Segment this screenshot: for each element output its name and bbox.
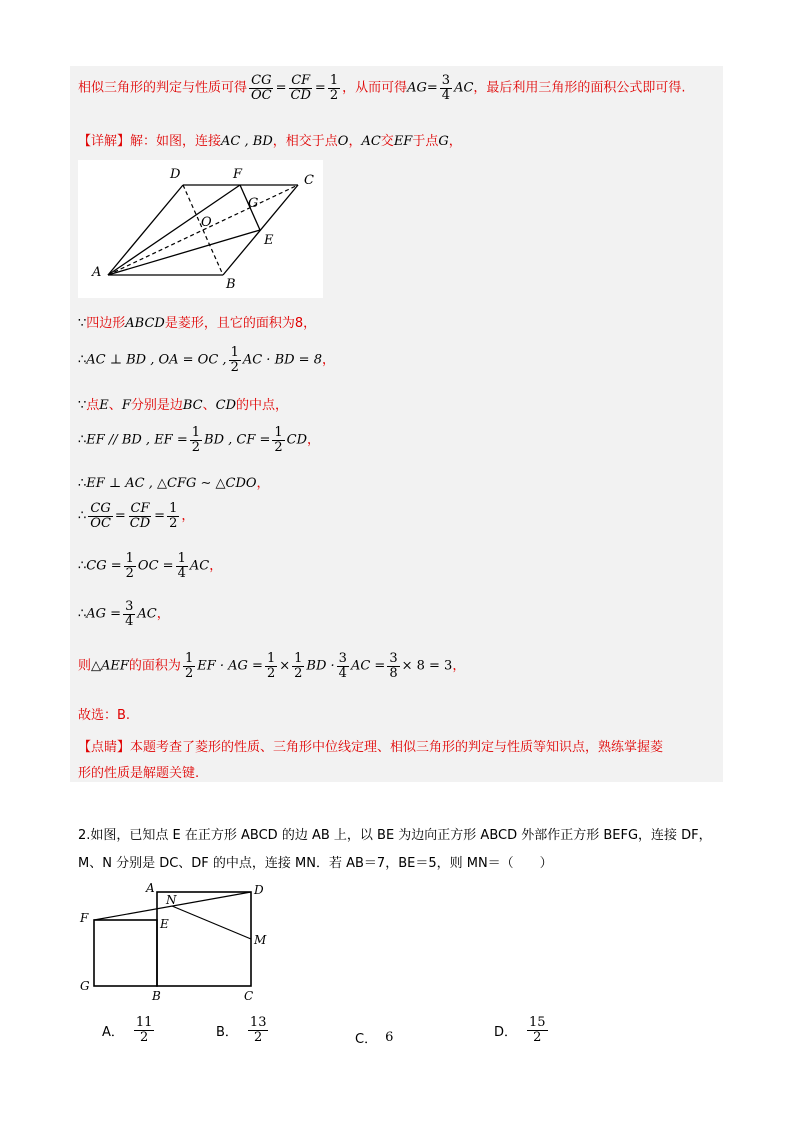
frac-num: 1: [266, 651, 276, 666]
math-cd: CD: [215, 398, 236, 413]
step-end: ，: [156, 606, 170, 622]
label-e: E: [160, 917, 169, 931]
segment-af: [108, 185, 240, 275]
area-value: 8: [294, 316, 304, 331]
frac-cf-cd: [289, 74, 313, 102]
detail-tag: 【详解】: [78, 134, 131, 149]
frac-den: OC: [90, 515, 111, 531]
option-fraction: [248, 1016, 269, 1044]
frac-den: 2: [294, 665, 303, 681]
frac-quarter: [176, 552, 188, 580]
step-text: 四边形: [86, 316, 126, 331]
frac-num: 3: [389, 651, 398, 666]
frac-cg-oc: [249, 74, 274, 102]
math-triangle: △AEF: [91, 658, 129, 674]
frac-den: CD: [290, 87, 311, 103]
eq-sign: =: [154, 508, 166, 524]
math-eq: BD ·: [306, 658, 335, 674]
rhombus-figure: [78, 160, 323, 298]
option-c[interactable]: [355, 1028, 393, 1047]
frac-num: 1: [230, 345, 239, 360]
intro-suffix: ，最后利用三角形的面积公式即可得.: [473, 80, 686, 96]
frac-num: 1: [177, 551, 186, 566]
label-n: N: [166, 893, 177, 907]
math-eq: AC =: [350, 658, 386, 674]
label-c: C: [244, 989, 254, 1000]
math-eq: EF // BD , EF =: [86, 432, 188, 448]
detail-text: 于点: [412, 134, 439, 149]
segment-ae: [108, 230, 260, 275]
frac-den: 4: [441, 87, 451, 103]
intro-line: [78, 74, 686, 102]
frac-half: [190, 426, 202, 454]
step-text: 则: [78, 658, 92, 674]
math-bc: BC: [182, 398, 203, 413]
detail-text: 交: [380, 134, 394, 149]
frac-half: [292, 652, 304, 680]
frac-half: [229, 346, 241, 374]
option-label: B．: [216, 1024, 238, 1040]
frac-num: 3: [125, 599, 134, 614]
detail-text: ，: [348, 134, 362, 149]
intro-prefix: 相似三角形的判定与性质可得: [78, 80, 248, 96]
frac-half: [183, 652, 195, 680]
frac-cf-cd: [128, 502, 152, 530]
edge-ad: [108, 185, 183, 275]
step-1: [78, 312, 316, 331]
math-ef: EF: [393, 134, 413, 149]
math-eq: × 8 = 3: [401, 658, 453, 674]
because-symbol: ∵: [78, 316, 87, 331]
frac-num: 1: [191, 425, 201, 440]
frac-den: 2: [125, 565, 134, 581]
question2-line2: M、N 分别是 DC、DF 的中点，连接 MN．若 AB＝7，BE＝5，则 MN＝（ ）: [78, 856, 553, 871]
frac-num: CF: [130, 501, 150, 516]
label-d: D: [170, 167, 181, 182]
label-f: F: [233, 167, 243, 182]
segment-nm: [172, 906, 251, 939]
intro-mid: ，从而可得: [342, 80, 408, 96]
math-o: O: [337, 134, 349, 149]
therefore-symbol: ∴: [78, 352, 87, 368]
eq-sign: =: [426, 80, 438, 96]
math-g: G: [438, 134, 449, 149]
detail-text: ，: [448, 134, 462, 149]
option-fraction: [527, 1016, 548, 1044]
frac-num: 15: [529, 1015, 546, 1030]
math-eq: CD: [286, 432, 308, 448]
frac-den: 2: [191, 439, 201, 455]
math-eq: BD , CF =: [204, 432, 271, 448]
therefore-symbol: ∴: [78, 508, 87, 524]
step-end: ，: [452, 658, 466, 674]
frac-den: 2: [266, 665, 276, 681]
math-eq: AC · BD = 8: [242, 352, 322, 368]
square-befg: [94, 920, 157, 986]
step-end: ，: [209, 558, 223, 574]
comment-line-1: [78, 736, 663, 755]
frac-den: 2: [184, 665, 194, 681]
comment-tag: 【点睛】: [78, 740, 131, 755]
step-5: [78, 472, 270, 491]
math-eq: AC ⊥ BD , OA = OC ,: [86, 352, 227, 368]
answer-line: 故选：B.: [78, 708, 131, 723]
step-9: [78, 652, 465, 680]
math-eq: EF ⊥ AC , △CFG ∼ △CDO: [86, 476, 257, 491]
math-f: F: [121, 398, 131, 413]
frac-half: [265, 652, 277, 680]
therefore-symbol: ∴: [78, 432, 87, 448]
step-7: [78, 552, 222, 580]
frac-den: 2: [230, 359, 239, 375]
frac-34: [337, 652, 349, 680]
frac-38: [387, 652, 399, 680]
label-e: E: [264, 233, 274, 248]
step-4: [78, 426, 320, 454]
frac-num: 1: [169, 501, 178, 516]
comment-text: 本题考查了菱形的性质、三角形中位线定理、相似三角形的判定与性质等知识点，熟练掌握菱: [130, 740, 664, 755]
option-label: D．: [494, 1024, 518, 1040]
step-text: 的中点，: [236, 398, 289, 413]
label-a: A: [146, 881, 155, 895]
frac-num: 1: [184, 651, 194, 666]
frac-num: 11: [135, 1015, 153, 1030]
math-ac: AC: [361, 134, 381, 149]
eq-sign: =: [114, 508, 126, 524]
detail-line: [78, 130, 462, 149]
math-ag: AG: [407, 80, 427, 96]
comment-line-2: 形的性质是解题关键.: [78, 766, 200, 781]
step-end: ，: [307, 432, 321, 448]
option-a[interactable]: [102, 1016, 156, 1044]
diagonal-bd: [183, 185, 223, 275]
frac-den: 8: [389, 665, 398, 681]
option-value: 6: [385, 1030, 394, 1045]
frac-num: 1: [329, 73, 339, 88]
step-6: [78, 502, 194, 530]
frac-num: 1: [294, 651, 303, 666]
frac-den: 4: [125, 613, 134, 629]
math-eq: OC =: [137, 558, 174, 574]
label-g: G: [80, 979, 90, 993]
label-d: D: [254, 883, 264, 897]
label-o: O: [201, 215, 212, 230]
detail-text: 解：如图，连接: [130, 134, 222, 149]
step-3: [78, 394, 288, 413]
math-eq: AG =: [86, 606, 122, 622]
detail-text: ，相交于点: [272, 134, 338, 149]
frac-den: 2: [169, 515, 178, 531]
frac-den: OC: [251, 87, 272, 103]
option-fraction: [134, 1016, 155, 1044]
frac-half: [124, 552, 136, 580]
math-ac-bd: AC , BD: [221, 134, 273, 149]
label-a: A: [92, 265, 102, 280]
frac-num: 3: [441, 73, 451, 88]
frac-num: CG: [251, 73, 272, 88]
frac-num: 1: [125, 551, 134, 566]
step-end: ，: [303, 316, 317, 331]
rhombus-diagram: [78, 160, 323, 298]
because-symbol: ∵: [78, 398, 87, 413]
step-2: [78, 346, 335, 374]
therefore-symbol: ∴: [78, 558, 87, 574]
label-g: G: [248, 196, 259, 211]
label-c: C: [304, 173, 314, 188]
frac-num: CF: [291, 73, 311, 88]
label-m: M: [254, 933, 267, 947]
math-abcd: ABCD: [125, 316, 165, 331]
step-text: 是菱形，且它的面积为: [164, 316, 295, 331]
frac-half: [167, 502, 179, 530]
frac-den: 2: [274, 439, 283, 455]
question2-line1: 2.如图，已知点 E 在正方形 ABCD 的边 AB 上，以 BE 为边向正方形 ABCD 外部作正方形 BEFG，连接 DF，: [78, 828, 712, 843]
frac-num: 3: [338, 651, 347, 666]
step-8: [78, 600, 170, 628]
option-b[interactable]: [216, 1016, 270, 1044]
frac-den: 2: [140, 1029, 149, 1045]
frac-den: 2: [254, 1029, 263, 1045]
math-e: E: [99, 398, 109, 413]
frac-34: [123, 600, 135, 628]
frac-den: CD: [129, 515, 151, 531]
option-label: C．: [355, 1032, 378, 1047]
eq-sign: =: [275, 80, 287, 96]
step-end: ，: [256, 476, 270, 491]
frac-den: 4: [177, 565, 186, 581]
math-eq: EF · AG =: [197, 658, 263, 674]
frac-num: CG: [90, 501, 111, 516]
therefore-symbol: ∴: [78, 606, 87, 622]
edge-cb: [223, 185, 298, 275]
label-b: B: [226, 277, 236, 292]
label-b: B: [152, 989, 161, 1000]
step-end: ，: [181, 508, 195, 524]
frac-den: 2: [329, 87, 339, 103]
step-text: 的面积为: [128, 658, 181, 674]
eq-sign: =: [314, 80, 326, 96]
label-f: F: [80, 911, 89, 925]
math-ac: AC: [454, 80, 474, 96]
frac-half: [328, 74, 340, 102]
frac-34: [440, 74, 452, 102]
math-eq: AC: [189, 558, 210, 574]
step-text: 、: [108, 398, 122, 413]
frac-den: 2: [533, 1029, 542, 1045]
step-text: 点: [86, 398, 100, 413]
times-sign: ×: [279, 658, 291, 674]
option-label: A．: [102, 1024, 124, 1040]
step-text: 、: [202, 398, 216, 413]
therefore-symbol: ∴: [78, 476, 87, 491]
step-end: ，: [321, 352, 335, 368]
option-d[interactable]: [494, 1016, 550, 1044]
frac-cg-oc: [88, 502, 113, 530]
step-text: 分别是边: [130, 398, 183, 413]
square-figure: [76, 880, 286, 1000]
math-eq: CG =: [86, 558, 122, 574]
frac-half: [272, 426, 284, 454]
frac-den: 4: [338, 665, 347, 681]
square-diagram: [76, 880, 286, 1000]
frac-num: 13: [249, 1015, 267, 1030]
frac-num: 1: [274, 425, 283, 440]
math-eq: AC: [137, 606, 157, 622]
